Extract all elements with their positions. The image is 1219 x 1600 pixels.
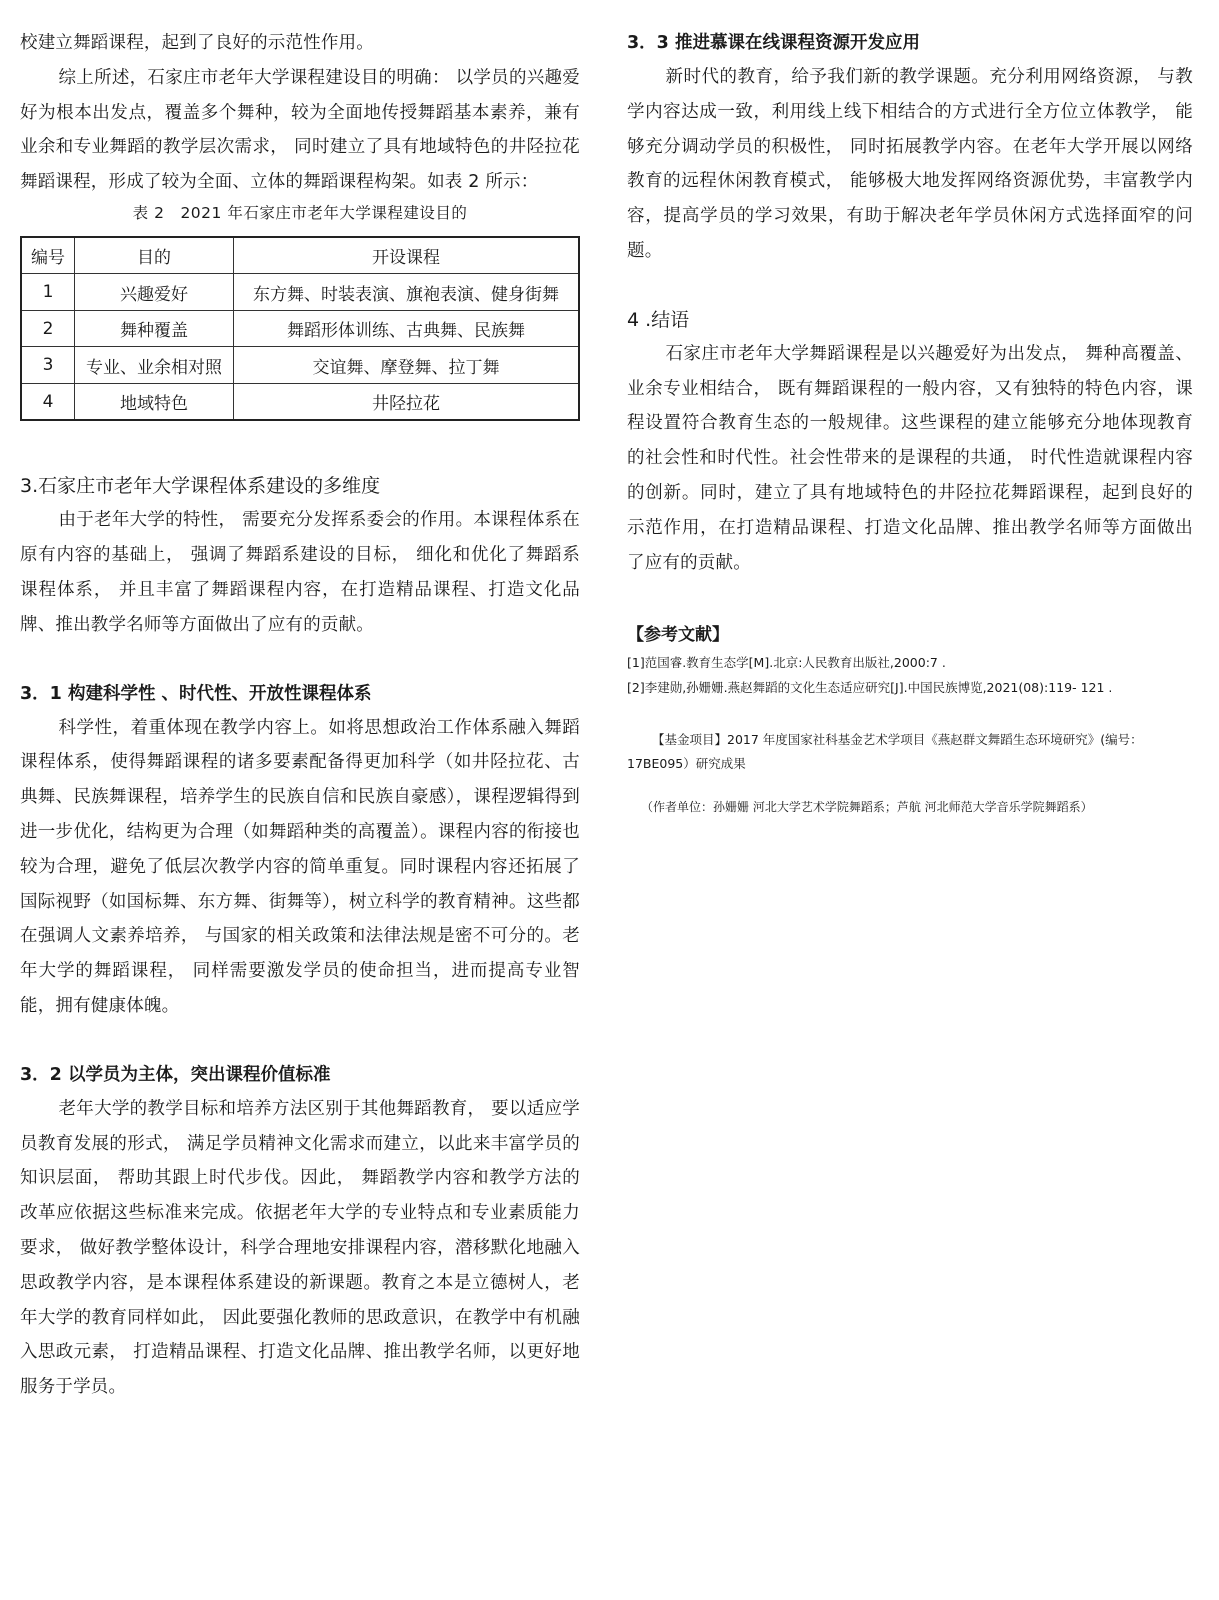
table-row (21, 347, 579, 384)
course-table (20, 236, 580, 422)
paragraph: 校建立舞蹈课程，起到了良好的示范性作用。 (20, 33, 374, 53)
table-caption: 表 2 2021 年石家庄市老年大学课程建设目的 (132, 203, 468, 222)
fund-note: 【基金项目】2017 年度国家社科基金艺术学项目《燕赵群文舞蹈生态环境研究》(编号：17BE095）研究成果 (627, 732, 1143, 772)
paragraph: 科学性，着重体现在教学内容上。如将思想政治工作体系融入舞蹈课程体系，使得舞蹈课程的诸多要素配备得更加科学（如井陉拉花、古典舞、民族舞课程，培养学生的民族自信和民族自豪感），课程逻辑得到进一步优化，结构更为合理（如舞蹈种类的高覆盖）。课程内容的衔接也较为合理，避免了低层次教学内容的简单重复。同时课程内容还拓展了国际视野（如国标舞、东方舞、街舞等），树立科学的教育精神。这些都在强调人文素养培养， 与国家的相关政策和法律法规是密不可分的。老年大学的舞蹈课程， 同样需要激发学员的使命担当，进而提高专业智能，拥有健康体魄。 (20, 717, 580, 1017)
subsection-heading: 3．2 以学员为主体，突出课程价值标准 (20, 1064, 331, 1085)
table-header-row (21, 237, 579, 274)
table-header: 目的 (75, 237, 234, 274)
table-cell: 东方舞、时装表演、旗袍表演、健身街舞 (234, 274, 580, 311)
table-cell: 2 (21, 310, 75, 347)
references-heading: 【参考文献】 (627, 625, 729, 646)
table-row (21, 383, 579, 420)
reference-item: [1]范国睿.教育生态学[M].北京:人民教育出版社,2000:7 . (627, 655, 946, 671)
subsection-heading: 3．3 推进慕课在线课程资源开发应用 (627, 33, 920, 53)
author-affiliation: （作者单位：孙姗姗 河北大学艺术学院舞蹈系；芦航 河北师范大学音乐学院舞蹈系） (641, 800, 1093, 815)
table-cell: 兴趣爱好 (75, 274, 234, 311)
table-cell: 井陉拉花 (234, 383, 580, 420)
table-row (21, 274, 579, 311)
paragraph: 老年大学的教学目标和培养方法区别于其他舞蹈教育， 要以适应学员教育发展的形式， 满足学员精神文化需求而建立，以此来丰富学员的知识层面， 帮助其跟上时代步伐。因此， 舞蹈教学内容和教学方法的改革应依据这些标准来完成。依据老年大学的专业特点和专业素质能力要求， 做好教学整体设计，科学合理地安排课程内容，潜移默化地融入思政教学内容，是本课程体系建设的新课题。教育之本是立德树人，老年大学的教育同样如此， 因此要强化教师的思政意识，在教学中有机融入思政元素， 打造精品课程、打造文化品牌、推出教学名师，以更好地服务于学员。 (20, 1098, 580, 1398)
table-cell: 舞种覆盖 (75, 310, 234, 347)
table-header: 编号 (21, 237, 75, 274)
table-header: 开设课程 (234, 237, 580, 274)
section-heading: 3.石家庄市老年大学课程体系建设的多维度 (20, 475, 381, 498)
table-row (21, 310, 579, 347)
paragraph: 石家庄市老年大学舞蹈课程是以兴趣爱好为出发点， 舞种高覆盖、业余专业相结合， 既有舞蹈课程的一般内容，又有独特的特色内容，课程设置符合教育生态的一般规律。这些课程的建立能够充分地体现教育的社会性和时代性。社会性带来的是课程的共通， 时代性造就课程内容的创新。同时，建立了具有地域特色的井陉拉花舞蹈课程，起到良好的示范作用，在打造精品课程、打造文化品牌、推出教学名师等方面做出了应有的贡献。 (627, 343, 1193, 573)
right-column (627, 26, 1193, 818)
table-cell: 地域特色 (75, 383, 234, 420)
table-cell: 交谊舞、摩登舞、拉丁舞 (234, 347, 580, 384)
paragraph: 综上所述，石家庄市老年大学课程建设目的明确： 以学员的兴趣爱好为根本出发点，覆盖多个舞种，较为全面地传授舞蹈基本素养，兼有业余和专业舞蹈的教学层次需求， 同时建立了具有地域特色的井陉拉花舞蹈课程，形成了较为全面、立体的舞蹈课程构架。如表 2 所示： (20, 67, 580, 193)
paragraph: 新时代的教育，给予我们新的教学课题。充分利用网络资源， 与教学内容达成一致，利用线上线下相结合的方式进行全方位立体教学， 能够充分调动学员的积极性， 同时拓展教学内容。在老年大学开展以网络教育的远程休闲教育模式， 能够极大地发挥网络资源优势，丰富教学内容，提高学员的学习效果，有助于解决老年学员休闲方式选择面窄的问题。 (627, 67, 1193, 261)
table-cell: 3 (21, 347, 75, 384)
subsection-heading: 3．1 构建科学性 、时代性、开放性课程体系 (20, 683, 372, 704)
paragraph: 由于老年大学的特性， 需要充分发挥系委会的作用。本课程体系在原有内容的基础上， 强调了舞蹈系建设的目标， 细化和优化了舞蹈系课程体系， 并且丰富了舞蹈课程内容，在打造精品课程、打造文化品牌、推出教学名师等方面做出了应有的贡献。 (20, 510, 580, 635)
table-cell: 4 (21, 383, 75, 420)
table-cell: 专业、业余相对照 (75, 347, 234, 384)
left-column (20, 26, 580, 1405)
section-heading: 4 .结语 (627, 308, 690, 331)
table-cell: 1 (21, 274, 75, 311)
table-cell: 舞蹈形体训练、古典舞、民族舞 (234, 310, 580, 347)
reference-item: [2]李建勋,孙姗姗.燕赵舞蹈的文化生态适应研究[J].中国民族博览,2021(08):119- 121 . (627, 680, 1113, 696)
